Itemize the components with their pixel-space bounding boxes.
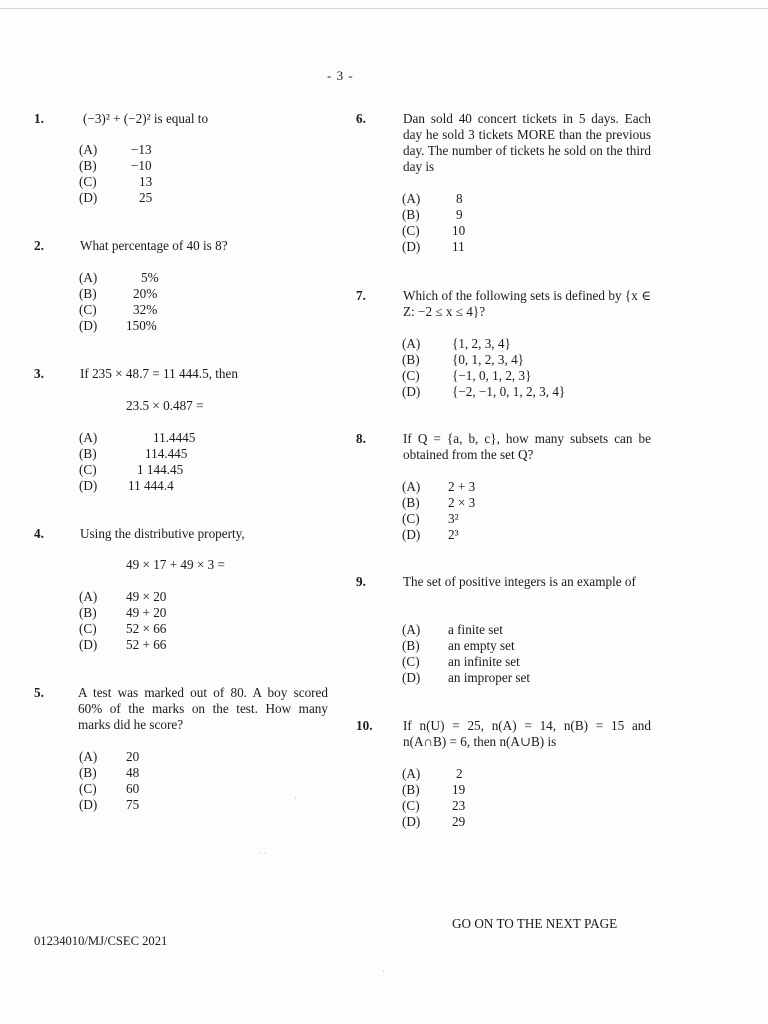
option-value: 3²	[448, 511, 459, 526]
option-value: 114.445	[145, 446, 188, 461]
question-5	[34, 685, 334, 815]
option-value: 60	[126, 781, 140, 796]
question-expression: 23.5 × 0.487 =	[126, 398, 204, 413]
option-label: (B)	[402, 782, 420, 797]
option-value: 52 × 66	[126, 621, 167, 636]
option-value: 49 × 20	[126, 589, 167, 604]
question-text: If n(U) = 25, n(A) = 14, n(B) = 15 and n(A∩B) = 6, then n(A∪B) is	[403, 718, 651, 749]
question-number: 8.	[356, 431, 366, 446]
option-value: 9	[456, 207, 463, 222]
question-number: 4.	[34, 526, 44, 541]
question-expression: 49 × 17 + 49 × 3 =	[126, 557, 225, 572]
option-value: 5%	[141, 270, 159, 285]
question-number: 9.	[356, 574, 366, 589]
option-label: (D)	[402, 527, 421, 542]
option-value: 11 444.4	[128, 478, 174, 493]
paper-code: 01234010/MJ/CSEC 2021	[34, 934, 168, 948]
question-10	[356, 718, 656, 833]
question-number: 5.	[34, 685, 44, 700]
question-2	[34, 238, 334, 338]
question-4	[34, 526, 334, 656]
question-number: 10.	[356, 718, 373, 733]
option-label: (C)	[79, 621, 97, 636]
option-value: an empty set	[448, 638, 515, 653]
option-value: 8	[456, 191, 463, 206]
option-label: (D)	[79, 190, 98, 205]
option-label: (B)	[79, 158, 97, 173]
question-text: What percentage of 40 is 8?	[80, 238, 228, 253]
question-text: Dan sold 40 concert tickets in 5 days. Each day he sold 3 tickets MORE than the previous day. The number of tickets he sold on the third day is	[403, 111, 651, 174]
question-number: 3.	[34, 366, 44, 381]
option-value: {−2, −1, 0, 1, 2, 3, 4}	[452, 384, 566, 399]
question-1	[34, 111, 334, 211]
question-7	[356, 288, 656, 398]
option-label: (D)	[402, 239, 421, 254]
question-number: 7.	[356, 288, 366, 303]
scan-edge-line	[0, 8, 768, 9]
option-value: 19	[452, 782, 466, 797]
option-value: 25	[139, 190, 153, 205]
option-label: (B)	[79, 286, 97, 301]
option-label: (C)	[79, 302, 97, 317]
option-value: 2	[456, 766, 463, 781]
page-number: - 3 -	[327, 68, 354, 83]
question-text: (−3)² + (−2)² is equal to	[83, 111, 209, 126]
option-label: (A)	[79, 142, 98, 157]
option-label: (A)	[402, 336, 421, 351]
option-label: (A)	[79, 749, 98, 764]
option-label: (A)	[402, 622, 421, 637]
option-value: 52 + 66	[126, 637, 167, 652]
option-label: (B)	[79, 765, 97, 780]
option-label: (C)	[402, 511, 420, 526]
option-label: (C)	[79, 174, 97, 189]
question-9	[356, 574, 656, 689]
option-label: (C)	[402, 798, 420, 813]
question-text: Which of the following sets is defined by {x ∈ Z: −2 ≤ x ≤ 4}?	[403, 288, 651, 319]
option-label: (C)	[402, 654, 420, 669]
option-label: (A)	[402, 479, 421, 494]
question-8	[356, 431, 656, 546]
question-6	[356, 111, 656, 261]
option-label: (C)	[79, 781, 97, 796]
option-value: 32%	[133, 302, 158, 317]
go-on-notice: GO ON TO THE NEXT PAGE	[452, 916, 618, 931]
scan-speck: · ·	[258, 848, 267, 858]
option-value: an infinite set	[448, 654, 520, 669]
option-value: 23	[452, 798, 466, 813]
option-label: (C)	[402, 368, 420, 383]
scan-speck: ·	[294, 793, 297, 803]
option-label: (B)	[79, 446, 97, 461]
option-value: 150%	[126, 318, 157, 333]
option-label: (B)	[79, 605, 97, 620]
option-label: (B)	[402, 495, 420, 510]
question-text: If Q = {a, b, c}, how many subsets can be obtained from the set Q?	[403, 431, 651, 462]
question-text: Using the distributive property,	[80, 526, 245, 541]
option-label: (A)	[79, 430, 98, 445]
option-value: 75	[126, 797, 140, 812]
option-value: 10	[452, 223, 466, 238]
option-label: (B)	[402, 352, 420, 367]
option-value: 11	[452, 239, 465, 254]
option-label: (D)	[79, 637, 98, 652]
option-value: 13	[139, 174, 153, 189]
question-number: 1.	[34, 111, 44, 126]
option-label: (A)	[402, 766, 421, 781]
option-value: 2 × 3	[448, 495, 476, 510]
question-text: If 235 × 48.7 = 11 444.5, then	[80, 366, 238, 381]
option-value: {−1, 0, 1, 2, 3}	[452, 368, 532, 383]
question-3	[34, 366, 334, 496]
option-value: 2 + 3	[448, 479, 476, 494]
option-label: (D)	[402, 384, 421, 399]
option-value: 29	[452, 814, 466, 829]
option-value: 48	[126, 765, 140, 780]
option-label: (D)	[79, 797, 98, 812]
question-number: 2.	[34, 238, 44, 253]
option-value: a finite set	[448, 622, 503, 637]
option-value: 11.4445	[153, 430, 196, 445]
option-label: (B)	[402, 207, 420, 222]
option-value: 49 + 20	[126, 605, 167, 620]
option-label: (A)	[79, 270, 98, 285]
option-label: (A)	[79, 589, 98, 604]
option-value: an improper set	[448, 670, 531, 685]
question-text: The set of positive integers is an example of	[403, 574, 636, 589]
option-label: (D)	[79, 318, 98, 333]
option-label: (D)	[402, 670, 421, 685]
option-label: (A)	[402, 191, 421, 206]
option-value: 1 144.45	[137, 462, 184, 477]
option-value: {1, 2, 3, 4}	[452, 336, 511, 351]
option-label: (D)	[402, 814, 421, 829]
option-value: −13	[131, 142, 152, 157]
option-value: 20%	[133, 286, 158, 301]
option-value: −10	[131, 158, 152, 173]
option-value: 2³	[448, 527, 459, 542]
scan-speck: ·	[382, 966, 385, 976]
option-label: (C)	[402, 223, 420, 238]
option-label: (D)	[79, 478, 98, 493]
question-number: 6.	[356, 111, 366, 126]
option-label: (C)	[79, 462, 97, 477]
question-text: A test was marked out of 80. A boy scored 60% of the marks on the test. How many marks did he score?	[78, 685, 328, 732]
option-value: 20	[126, 749, 140, 764]
option-value: {0, 1, 2, 3, 4}	[452, 352, 525, 367]
option-label: (B)	[402, 638, 420, 653]
